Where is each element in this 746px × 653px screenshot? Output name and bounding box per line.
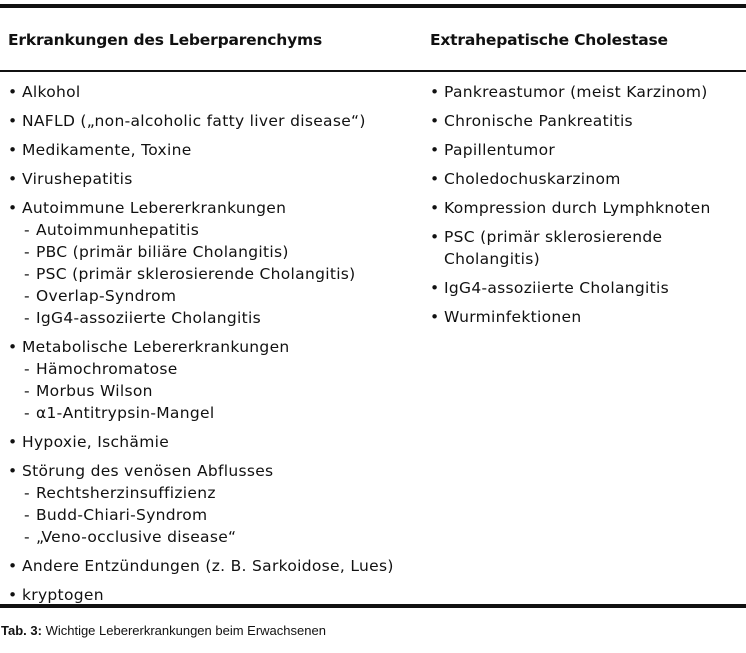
sub-item (22, 402, 423, 424)
list-item-label: Medikamente, Toxine (22, 141, 192, 159)
sub-item-label: Overlap-Syndrom (36, 287, 177, 305)
sub-item-label: „Veno-occlusive disease“ (36, 528, 237, 546)
sub-item (22, 380, 423, 402)
list-item-label: Andere Entzündungen (z. B. Sarkoidose, Lues) (22, 557, 394, 575)
sub-item-label: Morbus Wilson (36, 382, 153, 400)
bullet-icon: • (8, 170, 18, 188)
sub-item-label: IgG4-assoziierte Cholangitis (36, 309, 261, 327)
bullet-icon: • (430, 112, 440, 130)
sub-item (22, 482, 423, 504)
table-caption (1, 623, 326, 638)
dash-icon: - (24, 528, 30, 546)
list-item (8, 110, 423, 132)
sub-item (22, 526, 423, 548)
table-header-rule (0, 70, 746, 72)
table-top-rule (0, 4, 746, 8)
list-item (430, 81, 740, 103)
list-item (430, 139, 740, 161)
list-item-label: Choledochuskarzinom (444, 170, 621, 188)
dash-icon: - (24, 506, 30, 524)
bullet-icon: • (8, 462, 18, 480)
list-item (430, 168, 740, 190)
bullet-icon: • (430, 308, 440, 326)
bullet-icon: • (430, 228, 440, 246)
list-item (8, 81, 423, 103)
bullet-icon: • (8, 433, 18, 451)
list-item (8, 460, 423, 548)
column-parenchym (8, 81, 423, 613)
list-item (8, 336, 423, 424)
list-item-label: PSC (primär sklerosierende Cholangitis) (444, 228, 663, 268)
bullet-icon: • (8, 199, 18, 217)
list-item (8, 584, 423, 606)
sub-item-label: PSC (primär sklerosierende Cholangitis) (36, 265, 356, 283)
sub-item (22, 504, 423, 526)
table-bottom-rule (0, 604, 746, 608)
list-item (430, 110, 740, 132)
bullet-icon: • (430, 83, 440, 101)
list-item-label: Metabolische Lebererkrankungen (22, 338, 290, 356)
dash-icon: - (24, 287, 30, 305)
list-item-label: Papillentumor (444, 141, 556, 159)
bullet-icon: • (8, 112, 18, 130)
sub-item-label: Rechtsherzinsuffizienz (36, 484, 216, 502)
bullet-icon: • (430, 279, 440, 297)
dash-icon: - (24, 404, 30, 422)
sub-item-label: PBC (primär biliäre Cholangitis) (36, 243, 289, 261)
bullet-icon: • (8, 557, 18, 575)
caption-label: Tab. 3: (1, 623, 42, 638)
list-item (8, 168, 423, 190)
list-item-label: Wurminfektionen (444, 308, 582, 326)
sub-item (22, 263, 423, 285)
sub-item (22, 285, 423, 307)
column-header-cholestase: Extrahepatische Cholestase (430, 31, 668, 49)
list-item-label: Kompression durch Lymphknoten (444, 199, 711, 217)
list-item (430, 277, 740, 299)
column-cholestase (430, 81, 740, 335)
list-item-label: Alkohol (22, 83, 81, 101)
list-item (8, 139, 423, 161)
bullet-icon: • (8, 586, 18, 604)
list-item (8, 197, 423, 329)
sub-item-label: α1-Antitrypsin-Mangel (36, 404, 215, 422)
bullet-icon: • (8, 338, 18, 356)
list-item-label: Störung des venösen Abflusses (22, 462, 274, 480)
bullet-icon: • (8, 141, 18, 159)
dash-icon: - (24, 309, 30, 327)
list-item-label: Autoimmune Lebererkrankungen (22, 199, 287, 217)
list-item-label: Pankreastumor (meist Karzinom) (444, 83, 708, 101)
sub-item (22, 241, 423, 263)
list-item (430, 306, 740, 328)
dash-icon: - (24, 243, 30, 261)
dash-icon: - (24, 265, 30, 283)
list-item-label: Hypoxie, Ischämie (22, 433, 170, 451)
sub-item-label: Hämochromatose (36, 360, 178, 378)
sub-item (22, 358, 423, 380)
bullet-icon: • (8, 83, 18, 101)
bullet-icon: • (430, 141, 440, 159)
list-item-label: Chronische Pankreatitis (444, 112, 633, 130)
dash-icon: - (24, 221, 30, 239)
bullet-icon: • (430, 199, 440, 217)
list-item-label: Virushepatitis (22, 170, 133, 188)
list-item-label: IgG4-assoziierte Cholangitis (444, 279, 669, 297)
dash-icon: - (24, 484, 30, 502)
list-item (430, 226, 740, 270)
list-item (430, 197, 740, 219)
dash-icon: - (24, 382, 30, 400)
list-item-label: NAFLD („non-alcoholic fatty liver disease“) (22, 112, 366, 130)
sub-item-label: Budd-Chiari-Syndrom (36, 506, 208, 524)
list-item-label: kryptogen (22, 586, 104, 604)
sub-item-label: Autoimmunhepatitis (36, 221, 200, 239)
column-header-parenchym: Erkrankungen des Leberparenchyms (8, 31, 323, 49)
list-item (8, 555, 423, 577)
sub-item (22, 307, 423, 329)
list-item (8, 431, 423, 453)
caption-text: Wichtige Lebererkrankungen beim Erwachsenen (45, 623, 326, 638)
dash-icon: - (24, 360, 30, 378)
sub-item (22, 219, 423, 241)
bullet-icon: • (430, 170, 440, 188)
